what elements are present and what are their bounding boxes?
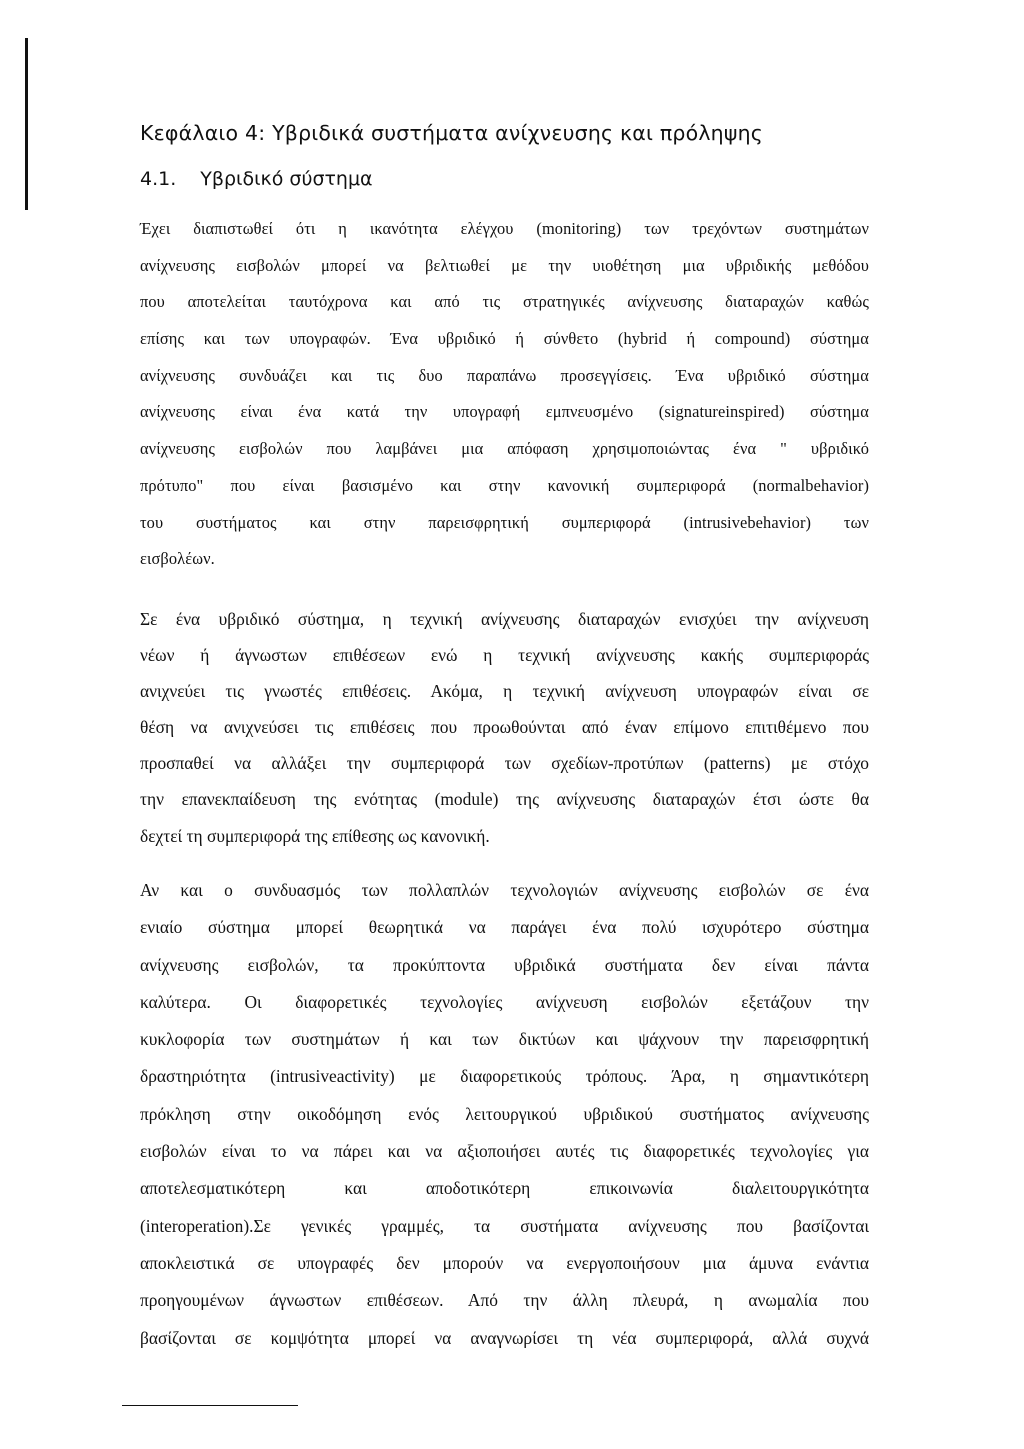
section-number: 4.1. [140, 168, 177, 190]
footnote-separator [122, 1405, 298, 1406]
paragraph-line: καλύτερα. Οι διαφορετικές τεχνολογίες ανίχνευση εισβολών εξετάζουν την [140, 991, 869, 1012]
paragraph-line: νέων ή άγνωστων επιθέσεων ενώ η τεχνική ανίχνευσης κακής συμπεριφοράς [140, 645, 869, 666]
paragraph-line: πρόκληση στην οικοδόμηση ενός λειτουργικού υβριδικού συστήματος ανίχνευσης [140, 1103, 869, 1124]
paragraph-line: του συστήματος και στην παρεισφρητική συμπεριφορά (intrusivebehavior) των [140, 512, 869, 532]
paragraph-3 [140, 872, 869, 1357]
paragraph-line: ανίχνευσης εισβολών που λαμβάνει μια απόφαση χρησιμοποιώντας ένα " υβριδικό [140, 439, 869, 459]
paragraph-line: προσπαθεί να αλλάξει την συμπεριφορά των σχεδίων-προτύπων (patterns) με στόχο [140, 753, 869, 774]
paragraph-line: Σε ένα υβριδικό σύστημα, η τεχνική ανίχνευσης διαταραχών ενισχύει την ανίχνευση [140, 609, 869, 629]
paragraph-line: προηγουμένων άγνωστων επιθέσεων. Από την άλλη πλευρά, η ανωμαλία που [140, 1290, 869, 1311]
paragraph-line: (interoperation).Σε γενικές γραμμές, τα συστήματα ανίχνευσης που βασίζονται [140, 1215, 869, 1236]
section-heading [140, 168, 373, 190]
paragraph-line: κυκλοφορία των συστημάτων ή και των δικτύων και ψάχνουν την παρεισφρητική [140, 1029, 869, 1050]
paragraph-line: Αν και ο συνδυασμός των πολλαπλών τεχνολογιών ανίχνευσης εισβολών σε ένα [140, 880, 869, 900]
paragraph-line: ανίχνευσης εισβολών μπορεί να βελτιωθεί με την υιοθέτηση μια υβριδικής μεθόδου [140, 255, 869, 275]
paragraph-line: βασίζονται σε κομψότητα μπορεί να αναγνωρίσει τη νέα συμπεριφορά, αλλά συχνά [140, 1327, 869, 1348]
paragraph-1 [140, 211, 869, 578]
paragraph-line: θέση να ανιχνεύσει τις επιθέσεις που προωθούνται από έναν επίμονο επιτιθέμενο που [140, 717, 869, 738]
paragraph-line: αποτελεσματικότερη και αποδοτικότερη επικοινωνία διαλειτουργικότητα [140, 1178, 869, 1199]
paragraph-line: την επανεκπαίδευση της ενότητας (module) της ανίχνευσης διαταραχών έτσι ώστε θα [140, 789, 869, 810]
paragraph-line: ανίχνευσης είναι ένα κατά την υπογραφή εμπνευσμένο (signatureinspired) σύστημα [140, 402, 869, 422]
paragraph-line: αποκλειστικά σε υπογραφές δεν μπορούν να ενεργοποιήσουν μια άμυνα ενάντια [140, 1252, 869, 1273]
paragraph-line: ανιχνεύει τις γνωστές επιθέσεις. Ακόμα, η τεχνική ανίχνευση υπογραφών είναι σε [140, 681, 869, 702]
paragraph-line: εισβολών είναι το να πάρει και να αξιοποιήσει αυτές τις διαφορετικές τεχνολογίες για [140, 1141, 869, 1162]
paragraph-line: ενιαίο σύστημα μπορεί θεωρητικά να παράγει ένα πολύ ισχυρότερο σύστημα [140, 917, 869, 938]
section-title: Υβριδικό σύστημα [200, 168, 373, 190]
paragraph-line: Έχει διαπιστωθεί ότι η ικανότητα ελέγχου (monitoring) των τρεχόντων συστημάτων [140, 219, 869, 238]
paragraph-line: εισβολέων. [140, 549, 215, 569]
chapter-heading: Κεφάλαιο 4: Υβριδικά συστήματα ανίχνευσης και πρόληψης [140, 121, 764, 145]
paragraph-line: επίσης και των υπογραφών. Ένα υβριδικό ή σύνθετο (hybrid ή compound) σύστημα [140, 329, 869, 349]
paragraph-line: ανίχνευσης εισβολών, τα προκύπτοντα υβριδικά συστήματα δεν είναι πάντα [140, 954, 869, 975]
paragraph-line: δραστηριότητα (intrusiveactivity) με διαφορετικούς τρόπους. Άρα, η σημαντικότερη [140, 1066, 869, 1087]
margin-rule [25, 38, 28, 210]
paragraph-line: που αποτελείται ταυτόχρονα και από τις στρατηγικές ανίχνευσης διαταραχών καθώς [140, 292, 869, 312]
paragraph-2 [140, 601, 869, 854]
paragraph-line: δεχτεί τη συμπεριφορά της επίθεσης ως κανονική. [140, 825, 490, 846]
paragraph-line: πρότυπο" που είναι βασισμένο και στην κανονική συμπεριφορά (normalbehavior) [140, 475, 869, 495]
paragraph-line: ανίχνευσης συνδυάζει και τις δυο παραπάνω προσεγγίσεις. Ένα υβριδικό σύστημα [140, 365, 869, 385]
